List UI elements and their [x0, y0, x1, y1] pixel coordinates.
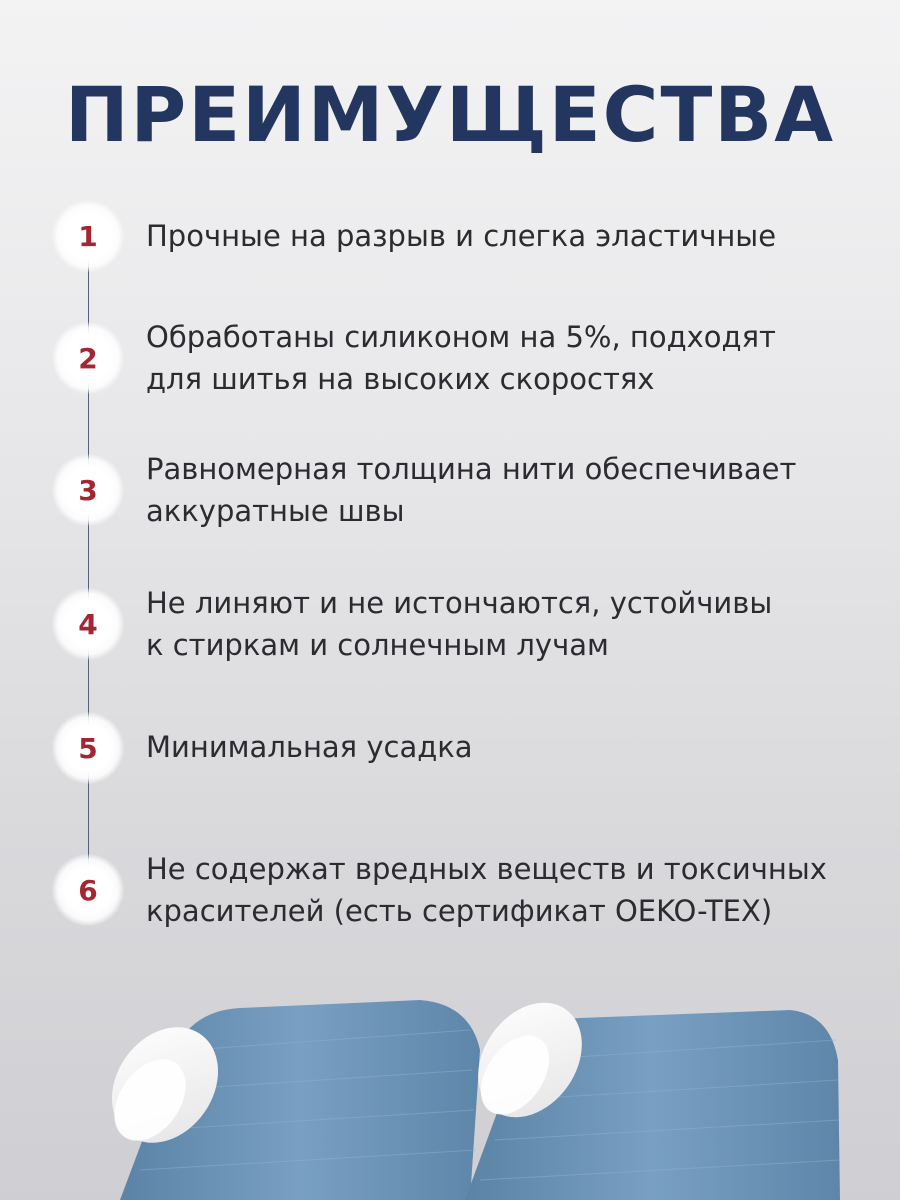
number-badge	[52, 454, 124, 526]
number-label: 5	[78, 731, 98, 765]
benefit-text	[146, 448, 866, 532]
number-label: 2	[78, 341, 98, 375]
benefit-line: к стиркам и солнечным лучам	[146, 628, 609, 662]
number-badge	[52, 712, 124, 784]
number-badge	[52, 322, 124, 394]
number-badge	[52, 200, 124, 272]
benefit-text	[146, 215, 866, 257]
benefit-text	[146, 848, 866, 932]
benefit-line: Не линяют и не истончаются, устойчивы	[146, 586, 773, 620]
benefit-line: для шитья на высоких скоростях	[146, 362, 655, 396]
number-badge	[52, 588, 124, 660]
benefit-line: Равномерная толщина нити обеспечивает	[146, 452, 797, 486]
benefit-line: аккуратные швы	[146, 494, 405, 528]
benefit-line: Не содержат вредных веществ и токсичных	[146, 852, 827, 886]
number-badge	[52, 854, 124, 926]
thread-spool-left-icon	[90, 1000, 480, 1200]
number-label: 4	[78, 607, 98, 641]
benefit-line: Прочные на разрыв и слегка эластичные	[146, 219, 777, 253]
benefit-line: Обработаны силиконом на 5%, подходят	[146, 320, 776, 354]
thread-spools-image	[0, 990, 900, 1200]
benefit-line: Минимальная усадка	[146, 730, 473, 764]
page-title: ПРЕИМУЩЕСТВА	[64, 70, 836, 159]
benefit-text	[146, 726, 866, 768]
benefit-text	[146, 316, 866, 400]
number-label: 6	[78, 873, 98, 907]
number-label: 1	[78, 219, 98, 253]
benefit-line: красителей (есть сертификат OEKO-TEX)	[146, 894, 773, 928]
thread-spool-right-icon	[457, 990, 840, 1200]
number-label: 3	[78, 473, 98, 507]
benefit-text	[146, 582, 866, 666]
